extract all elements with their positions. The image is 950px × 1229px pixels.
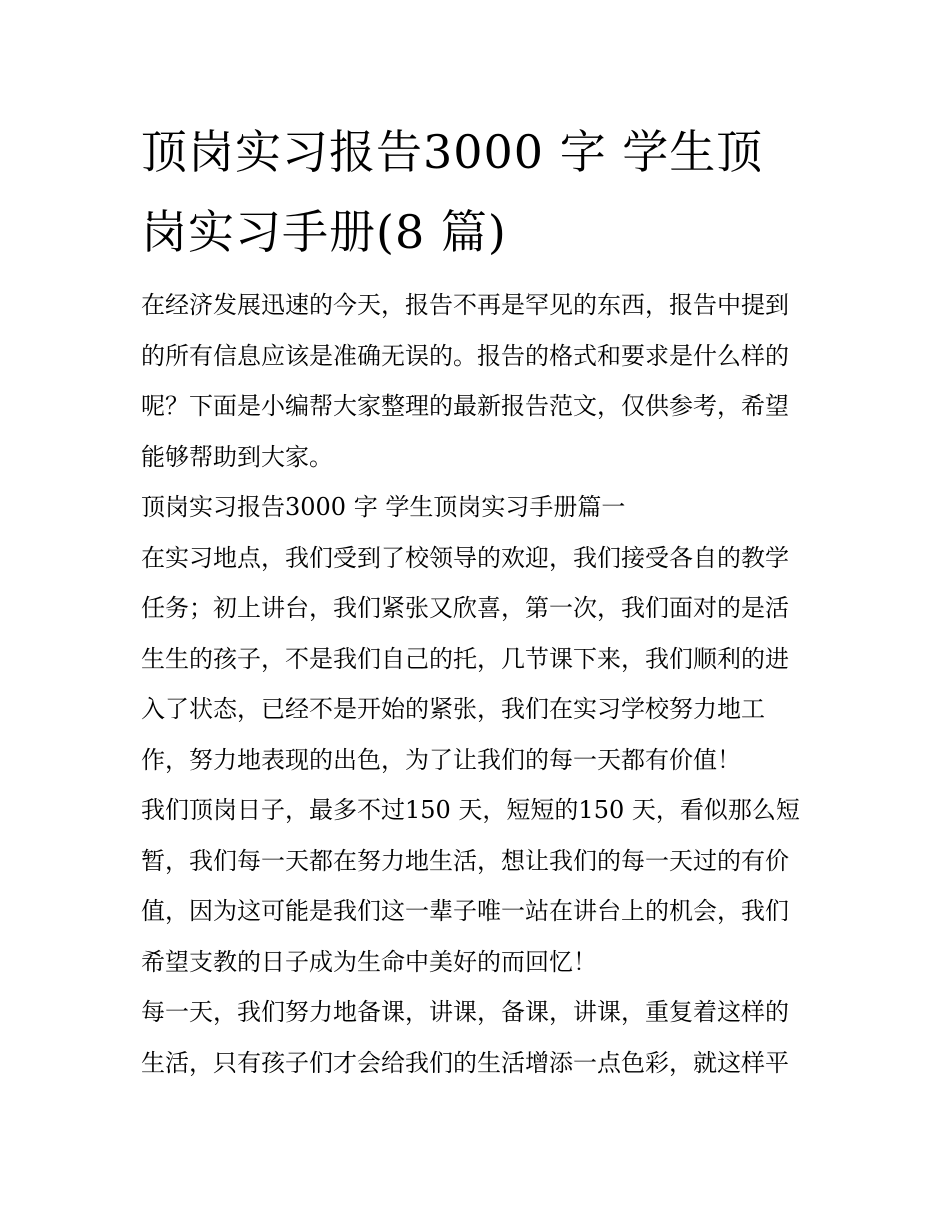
- paragraph-line: 生活，只有孩子们才会给我们的生活增添一点色彩，就这样平: [141, 1048, 789, 1077]
- document-title: [141, 112, 813, 272]
- section-heading: 顶岗实习报告3000 字 学生顶岗实习手册篇一: [141, 493, 626, 521]
- title-line-2: 岗实习手册(8 篇): [141, 205, 507, 259]
- title-line-1: 顶岗实习报告3000 字 学生顶: [141, 125, 764, 179]
- paragraph-line: 希望支教的日子成为生命中美好的而回忆！: [141, 947, 597, 976]
- document-body: [141, 280, 813, 1088]
- paragraph-line: 作，努力地表现的出色，为了让我们的每一天都有价值！: [141, 745, 741, 774]
- paragraph-line: 暂，我们每一天都在努力地生活，想让我们的每一天过的有价: [141, 846, 789, 875]
- paragraph-line: 在实习地点，我们受到了校领导的欢迎，我们接受各自的教学: [141, 543, 789, 572]
- paragraph-line: 任务；初上讲台，我们紧张又欣喜，第一次，我们面对的是活: [141, 594, 789, 622]
- paragraph-line: 在经济发展迅速的今天，报告不再是罕见的东西，报告中提到: [141, 291, 789, 319]
- document-page: [141, 112, 813, 1088]
- paragraph-line: 每一天，我们努力地备课，讲课，备课，讲课，重复着这样的: [141, 998, 789, 1026]
- paragraph-line: 我们顶岗日子，最多不过150 天，短短的150 天，看似那么短: [141, 796, 800, 824]
- paragraph-line: 值，因为这可能是我们这一辈子唯一站在讲台上的机会，我们: [141, 897, 789, 925]
- paragraph-line: 能够帮助到大家。: [141, 442, 333, 471]
- paragraph-line: 生生的孩子，不是我们自己的托，几节课下来，我们顺利的进: [141, 644, 789, 673]
- paragraph-line: 入了状态，已经不是开始的紧张，我们在实习学校努力地工: [141, 695, 765, 723]
- paragraph-line: 的所有信息应该是准确无误的。报告的格式和要求是什么样的: [141, 341, 789, 370]
- paragraph-line: 呢？下面是小编帮大家整理的最新报告范文，仅供参考，希望: [141, 392, 789, 420]
